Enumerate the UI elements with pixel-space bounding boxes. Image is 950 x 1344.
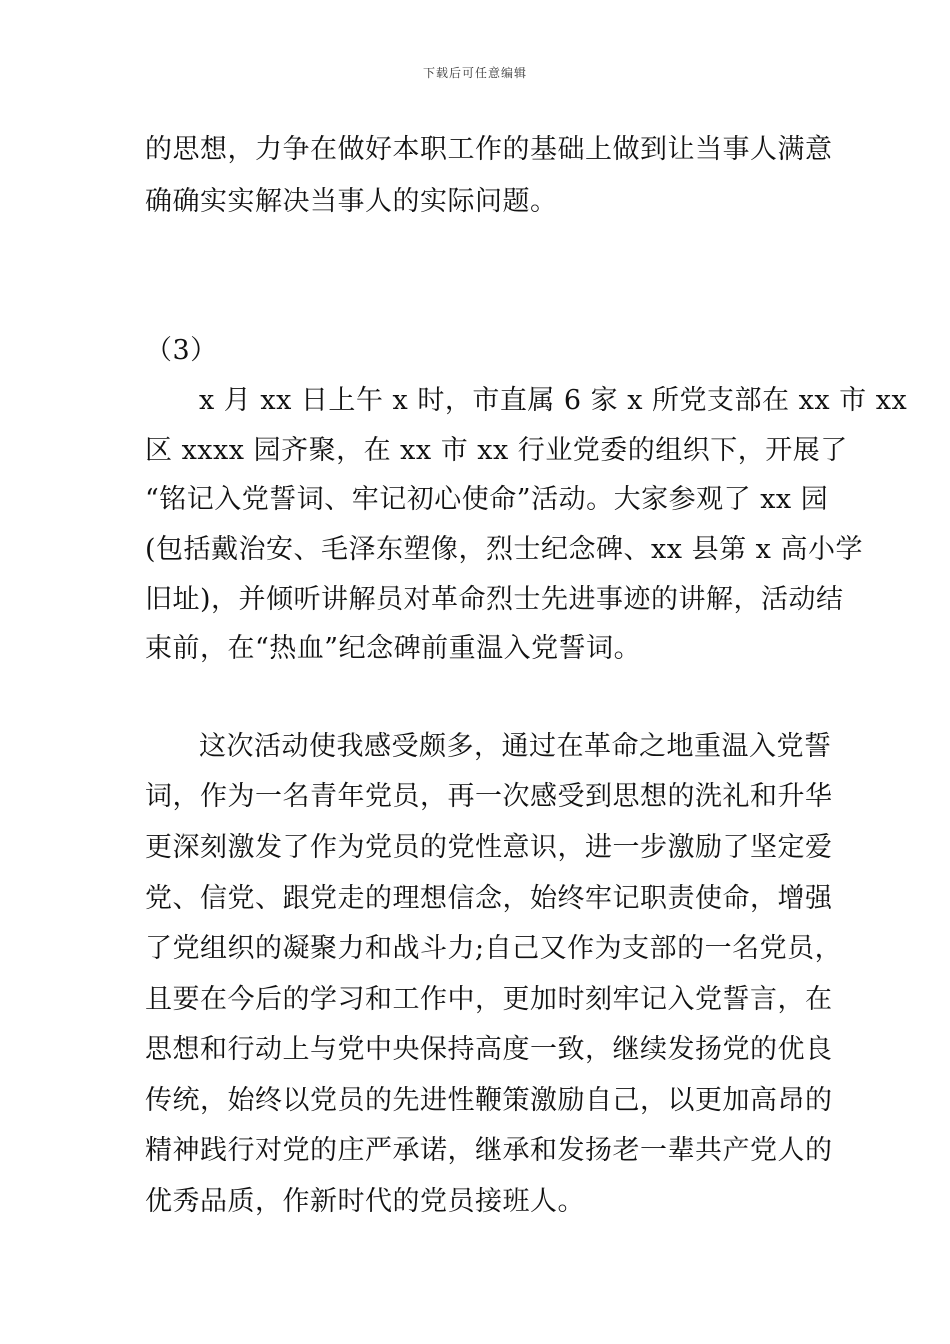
section-label: （3） xyxy=(145,335,218,366)
paragraph-3-line-1: 这次活动使我感受颇多，通过在革命之地重温入党誓 xyxy=(199,731,832,762)
paragraph-3-line-4: 党、信党、跟党走的理想信念，始终牢记职责使命，增强 xyxy=(145,883,833,914)
paragraph-3-line-10: 优秀品质，作新时代的党员接班人。 xyxy=(145,1186,585,1217)
paragraph-3-line-7: 思想和行动上与党中央保持高度一致，继续发扬党的优良 xyxy=(145,1034,833,1065)
paragraph-3-line-5: 了党组织的凝聚力和战斗力;自己又作为支部的一名党员， xyxy=(145,933,843,964)
paragraph-2-line-3: “铭记入党誓词、牢记初心使命”活动。大家参观了 xx 园 xyxy=(145,484,829,515)
paragraph-3-line-6: 且要在今后的学习和工作中，更加时刻牢记入党誓言，在 xyxy=(145,984,833,1015)
paragraph-3-line-9: 精神践行对党的庄严承诺，继承和发扬老一辈共产党人的 xyxy=(145,1135,833,1166)
paragraph-3-line-8: 传统，始终以党员的先进性鞭策激励自己，以更加高昂的 xyxy=(145,1085,833,1116)
paragraph-3-line-3: 更深刻激发了作为党员的党性意识，进一步激励了坚定爱 xyxy=(145,832,833,863)
page-header: 下载后可任意编辑 xyxy=(422,66,527,80)
paragraph-1-line-2: 确确实实解决当事人的实际问题。 xyxy=(145,186,558,217)
paragraph-2-line-2: 区 xxxx 园齐聚，在 xx 市 xx 行业党委的组织下，开展了 xyxy=(145,435,848,466)
paragraph-2-line-4: (包括戴治安、毛泽东塑像，烈士纪念碑、xx 县第 x 高小学 xyxy=(145,534,863,565)
paragraph-3-line-2: 词，作为一名青年党员，再一次感受到思想的洗礼和升华 xyxy=(145,781,833,812)
paragraph-2-line-6: 束前，在“热血”纪念碑前重温入党誓词。 xyxy=(145,633,642,664)
paragraph-2-line-1: x 月 xx 日上午 x 时，市直属 6 家 x 所党支部在 xx 市 xx xyxy=(199,385,908,416)
paragraph-1-line-1: 的思想，力争在做好本职工作的基础上做到让当事人满意 xyxy=(145,134,833,165)
paragraph-2-line-5: 旧址)，并倾听讲解员对革命烈士先进事迹的讲解，活动结 xyxy=(145,584,844,615)
